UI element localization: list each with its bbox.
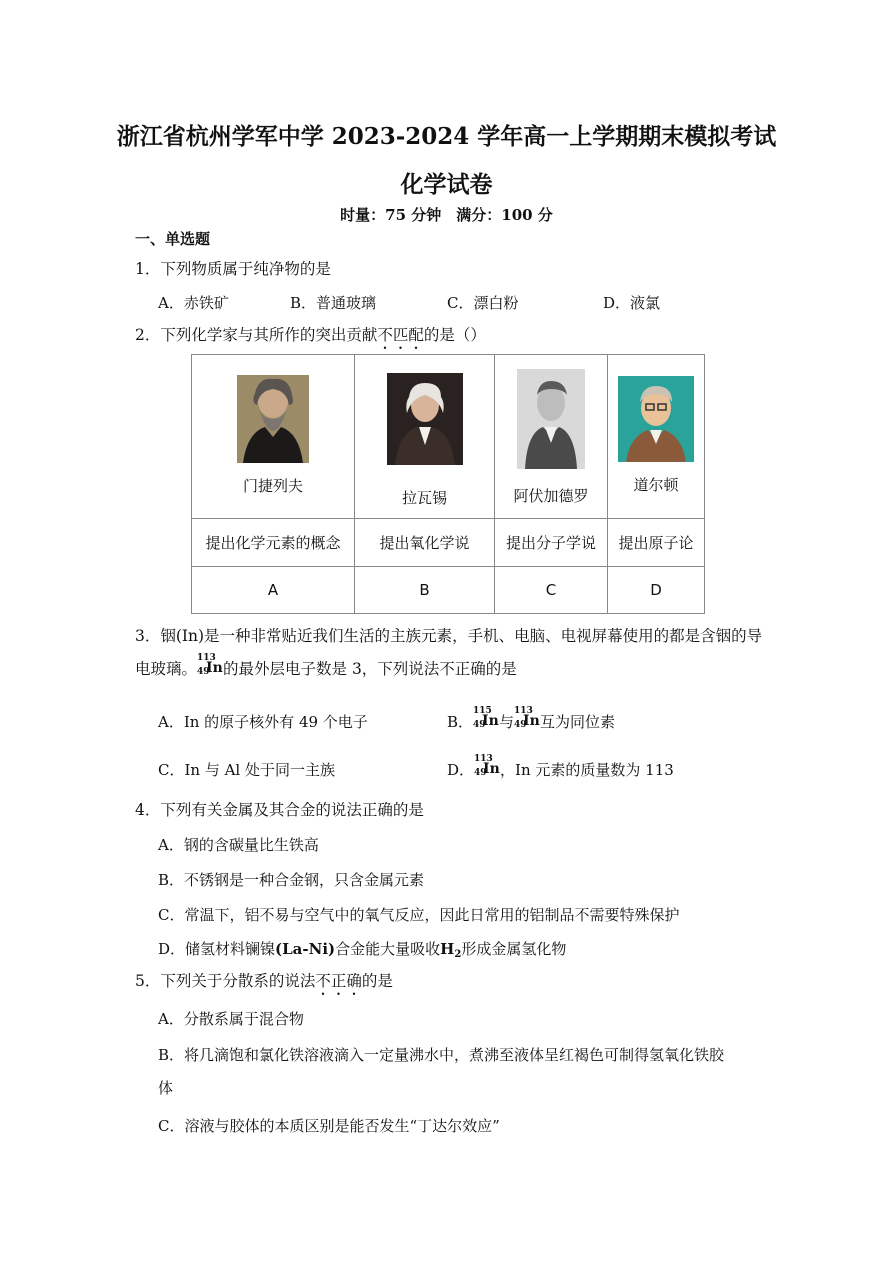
contribution-b: 提出氧化学说 bbox=[355, 519, 495, 567]
question-2-stem bbox=[135, 323, 486, 353]
question-5-stem: 5．下列关于分散系的说法不正确的是 bbox=[135, 972, 393, 990]
question-4-stem: 4．下列有关金属及其合金的说法正确的是 bbox=[135, 801, 424, 819]
q2-stem-start: 2．下列化学家与其所作的突出贡献 bbox=[135, 326, 378, 344]
scientist-cell-b bbox=[355, 355, 495, 519]
option-letter-d: D bbox=[608, 567, 705, 614]
isotope-in-113: 113 49 In bbox=[197, 653, 223, 677]
q5-option-b-line2: 体 bbox=[158, 1079, 174, 1097]
scientist-name-c: 阿伏加德罗 bbox=[513, 487, 589, 505]
contribution-c: 提出分子学说 bbox=[495, 519, 608, 567]
scientist-cell-c bbox=[495, 355, 608, 519]
q1-option-c: C．漂白粉 bbox=[447, 294, 519, 312]
exam-info: 时量：75 分钟 满分：100 分 bbox=[340, 206, 553, 224]
q2-stem-end: 的是（） bbox=[423, 326, 486, 344]
scientist-name-b: 拉瓦锡 bbox=[401, 489, 447, 507]
option-letter-a: A bbox=[192, 567, 355, 614]
isotope-in-115: 115 49 In bbox=[473, 706, 499, 730]
q4-option-b: B．不锈钢是一种合金钢，只含金属元素 bbox=[158, 871, 425, 889]
isotope-in-113-d: 113 49 In bbox=[474, 754, 500, 778]
q3-option-a: A．In 的原子核外有 49 个电子 bbox=[158, 713, 368, 731]
mendeleev-portrait bbox=[237, 375, 309, 463]
scientist-cell-a bbox=[192, 355, 355, 519]
scientist-name-d: 道尔顿 bbox=[633, 476, 679, 494]
contribution-a: 提出化学元素的概念 bbox=[192, 519, 355, 567]
q5-option-a: A．分散系属于混合物 bbox=[158, 1010, 304, 1028]
scientist-cell-d bbox=[608, 355, 705, 519]
q3-option-b: B． 115 49 In 与 113 49 In 互为同位素 bbox=[447, 706, 616, 731]
question-1-stem: 1．下列物质属于纯净物的是 bbox=[135, 260, 331, 278]
scientist-name-a: 门捷列夫 bbox=[242, 477, 303, 495]
contribution-d: 提出原子论 bbox=[608, 519, 705, 567]
q3-option-c: C．In 与 Al 处于同一主族 bbox=[158, 761, 335, 779]
q2-stem-emphasis: 不匹配 bbox=[377, 326, 424, 344]
scientists-table bbox=[191, 354, 705, 614]
q5-option-b-line1: B．将几滴饱和氯化铁溶液滴入一定量沸水中，煮沸至液体呈红褐色可制得氢氧化铁胶 bbox=[158, 1046, 725, 1064]
lavoisier-portrait bbox=[387, 373, 463, 465]
exam-title: 浙江省杭州学军中学 2023-2024 学年高一上学期期末模拟考试 bbox=[116, 123, 777, 150]
q1-option-a: A．赤铁矿 bbox=[158, 294, 229, 312]
option-letter-b: B bbox=[355, 567, 495, 614]
q4-option-d: D．储氢材料镧镍(La-Ni)合金能大量吸收$H_2$形成金属氢化物 bbox=[158, 940, 567, 960]
option-letter-c: C bbox=[495, 567, 608, 614]
q4-option-c: C．常温下，铝不易与空气中的氧气反应，因此日常用的铝制品不需要特殊保护 bbox=[158, 906, 680, 924]
exam-subtitle: 化学试卷 bbox=[400, 171, 493, 198]
section-heading: 一、单选题 bbox=[135, 230, 211, 248]
question-3-stem-line1: 3．铟(In)是一种非常贴近我们生活的主族元素，手机、电脑、电视屏幕使用的都是含铟的导 bbox=[135, 627, 763, 645]
q1-option-b: B．普通玻璃 bbox=[290, 294, 377, 312]
question-3-stem-line2: 电玻璃。 113 49 In 的最外层电子数是 3，下列说法不正确的是 bbox=[135, 653, 517, 678]
isotope-in-113-b: 113 49 In bbox=[514, 706, 540, 730]
avogadro-portrait bbox=[517, 369, 585, 469]
dalton-portrait bbox=[618, 376, 694, 462]
q5-option-c: C．溶液与胶体的本质区别是能否发生“丁达尔效应” bbox=[158, 1117, 500, 1135]
q3-option-d: D． 113 49 In ，In 元素的质量数为 113 bbox=[447, 754, 674, 779]
q4-option-a: A．钢的含碳量比生铁高 bbox=[158, 836, 319, 854]
q1-option-d: D．液氯 bbox=[603, 294, 661, 312]
